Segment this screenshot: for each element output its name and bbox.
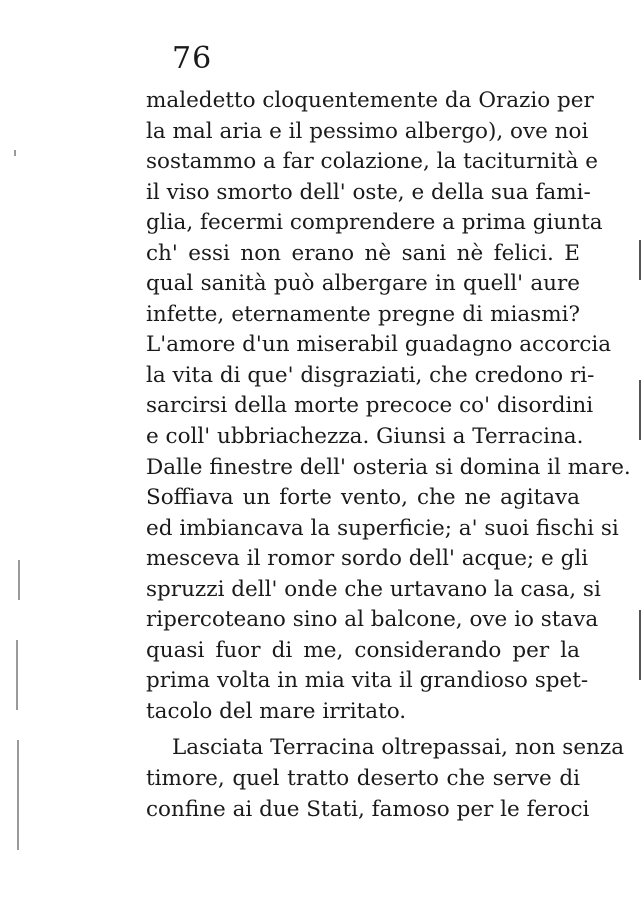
gutter-speck <box>16 640 18 710</box>
edge-shadow <box>639 380 641 440</box>
body-text <box>146 86 631 825</box>
gutter-speck <box>14 150 16 156</box>
text-line: maledetto cloquentemente da Orazio per <box>146 88 594 113</box>
text-line: la vita di que' disgraziati, che credono ri- <box>146 362 595 388</box>
binding-gutter <box>0 0 40 900</box>
text-line: e coll' ubbriachezza. Giunsi a Terracina. <box>146 424 584 450</box>
edge-shadow <box>639 240 641 280</box>
text-line: L'amore d'un miserabil guadagno accorcia <box>146 332 612 358</box>
text-line: Dalle finestre dell' osteria si domina il mare. <box>146 454 631 480</box>
text-line: Soffiava un forte vento, che ne agitava <box>146 485 580 511</box>
text-line: confine ai due Stati, famoso per le feroci <box>146 796 590 822</box>
text-line: glia, fecermi comprendere a prima giunta <box>146 210 603 236</box>
gutter-speck <box>18 560 20 600</box>
text-line: il viso smorto dell' oste, e della sua fami- <box>146 179 591 205</box>
text-line: infette, eternamente pregne di miasmi? <box>146 301 580 327</box>
text-line: la mal aria e il pessimo albergo), ove noi <box>146 118 589 144</box>
text-line: qual sanità può albergare in quell' aure <box>146 271 580 297</box>
text-line: spruzzi dell' onde che urtavano la casa, si <box>146 576 601 602</box>
text-line: tacolo del mare irritato. <box>146 698 407 724</box>
edge-shadow <box>639 610 641 680</box>
text-line: quasi fuor di me, considerando per la <box>146 637 580 663</box>
text-line: ripercoteano sino al balcone, ove io stava <box>146 607 599 633</box>
text-line: mesceva il romor sordo dell' acque; e gli <box>146 546 589 572</box>
gutter-speck <box>17 740 19 850</box>
text-line: timore, quel tratto deserto che serve di <box>146 766 580 792</box>
page-edge <box>635 0 643 900</box>
text-line: sarcirsi della morte precoce co' disordini <box>146 393 594 419</box>
text-line: ed imbiancava la superficie; a' suoi fischi si <box>146 515 619 541</box>
text-line: sostammo a far colazione, la taciturnità e <box>146 149 599 175</box>
text-line: Lasciata Terracina oltrepassai, non senza <box>172 735 625 761</box>
text-line: prima volta in mia vita il grandioso spet- <box>146 668 589 694</box>
text-line: ch' essi non erano nè sani nè felici. E <box>146 240 580 266</box>
page-number: 76 <box>172 41 213 76</box>
